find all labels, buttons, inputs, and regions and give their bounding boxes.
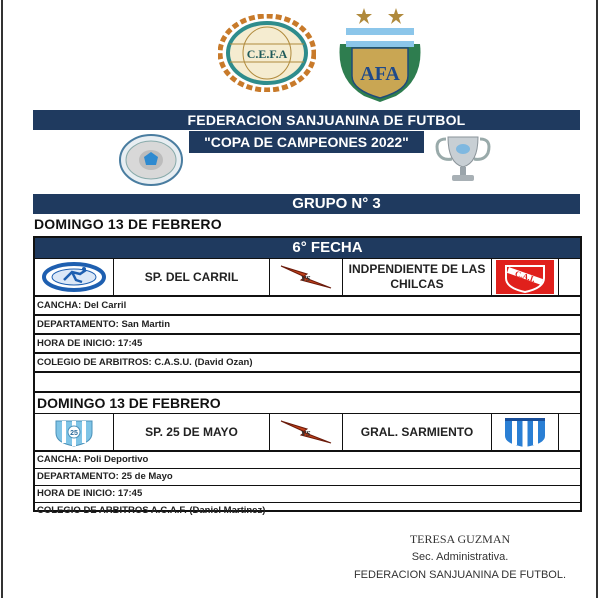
group-header xyxy=(33,194,580,214)
start-time: HORA DE INICIO: 17:45 xyxy=(35,486,580,503)
department: DEPARTAMENTO: 25 de Mayo xyxy=(35,469,580,486)
vs-cell xyxy=(270,414,343,450)
venue: CANCHA: Del Carril xyxy=(35,297,580,316)
department: DEPARTAMENTO: San Martin xyxy=(35,316,580,335)
blank-row xyxy=(35,373,580,393)
left-edge xyxy=(1,0,3,598)
vs-icon xyxy=(277,262,335,292)
away-team: GRAL. SARMIENTO xyxy=(343,414,492,450)
signer-organization: FEDERACION SANJUANINA DE FUTBOL. xyxy=(353,569,567,581)
round-header xyxy=(35,238,580,259)
federation-title: FEDERACION SANJUANINA DE FUTBOL xyxy=(187,112,466,128)
home-team: SP. DEL CARRIL xyxy=(114,259,270,295)
tournament-banner xyxy=(189,131,424,153)
match-row xyxy=(35,259,580,297)
signature-block xyxy=(340,530,580,584)
match-row xyxy=(35,414,580,452)
trophy-icon xyxy=(432,133,494,187)
svg-text:vs: vs xyxy=(301,272,311,284)
svg-text:C.A.I.: C.A.I. xyxy=(513,269,537,284)
svg-text:vs: vs xyxy=(301,427,311,439)
sarmiento-logo-icon xyxy=(503,416,547,448)
home-logo-cell xyxy=(35,414,114,450)
federation-banner xyxy=(33,110,580,130)
svg-text:AFA: AFA xyxy=(360,63,400,85)
referee-college: COLEGIO DE ARBITROS A.C.A.F. (Daniel Martinez) xyxy=(37,505,266,516)
match-date: DOMINGO 13 DE FEBRERO xyxy=(34,216,222,232)
referee-college: COLEGIO DE ARBITROS: C.A.S.U. (David Ozan) xyxy=(35,354,580,373)
svg-text:25: 25 xyxy=(70,430,78,437)
sp-25-de-mayo-logo-icon xyxy=(52,417,96,447)
fixture-table xyxy=(33,236,582,516)
svg-text:C.E.F.A: C.E.F.A xyxy=(246,47,288,61)
sp-del-carril-logo-icon xyxy=(42,262,106,292)
empty-cell xyxy=(559,259,580,295)
fsf-logo-icon xyxy=(118,133,184,187)
away-logo-cell xyxy=(492,414,559,450)
away-logo-cell xyxy=(492,259,559,295)
cefa-logo-icon xyxy=(218,14,316,92)
vs-icon xyxy=(277,417,335,447)
group-title: GRUPO N° 3 xyxy=(292,195,381,212)
signer-name: TERESA GUZMAN xyxy=(409,532,511,546)
afa-logo-icon xyxy=(334,4,426,104)
vs-cell xyxy=(270,259,343,295)
match-date: DOMINGO 13 DE FEBRERO xyxy=(35,393,580,414)
empty-cell xyxy=(559,414,580,450)
home-team: SP. 25 DE MAYO xyxy=(114,414,270,450)
round-title: 6° FECHA xyxy=(292,239,363,256)
home-logo-cell xyxy=(35,259,114,295)
start-time: HORA DE INICIO: 17:45 xyxy=(35,335,580,354)
away-team: INDPENDIENTE DE LAS CHILCAS xyxy=(343,259,492,295)
right-edge xyxy=(596,0,598,598)
tournament-title: "COPA DE CAMPEONES 2022" xyxy=(204,134,409,150)
signer-role: Sec. Administrativa. xyxy=(411,551,509,563)
venue: CANCHA: Poli Deportivo xyxy=(35,452,580,469)
independiente-logo-icon xyxy=(496,260,554,294)
